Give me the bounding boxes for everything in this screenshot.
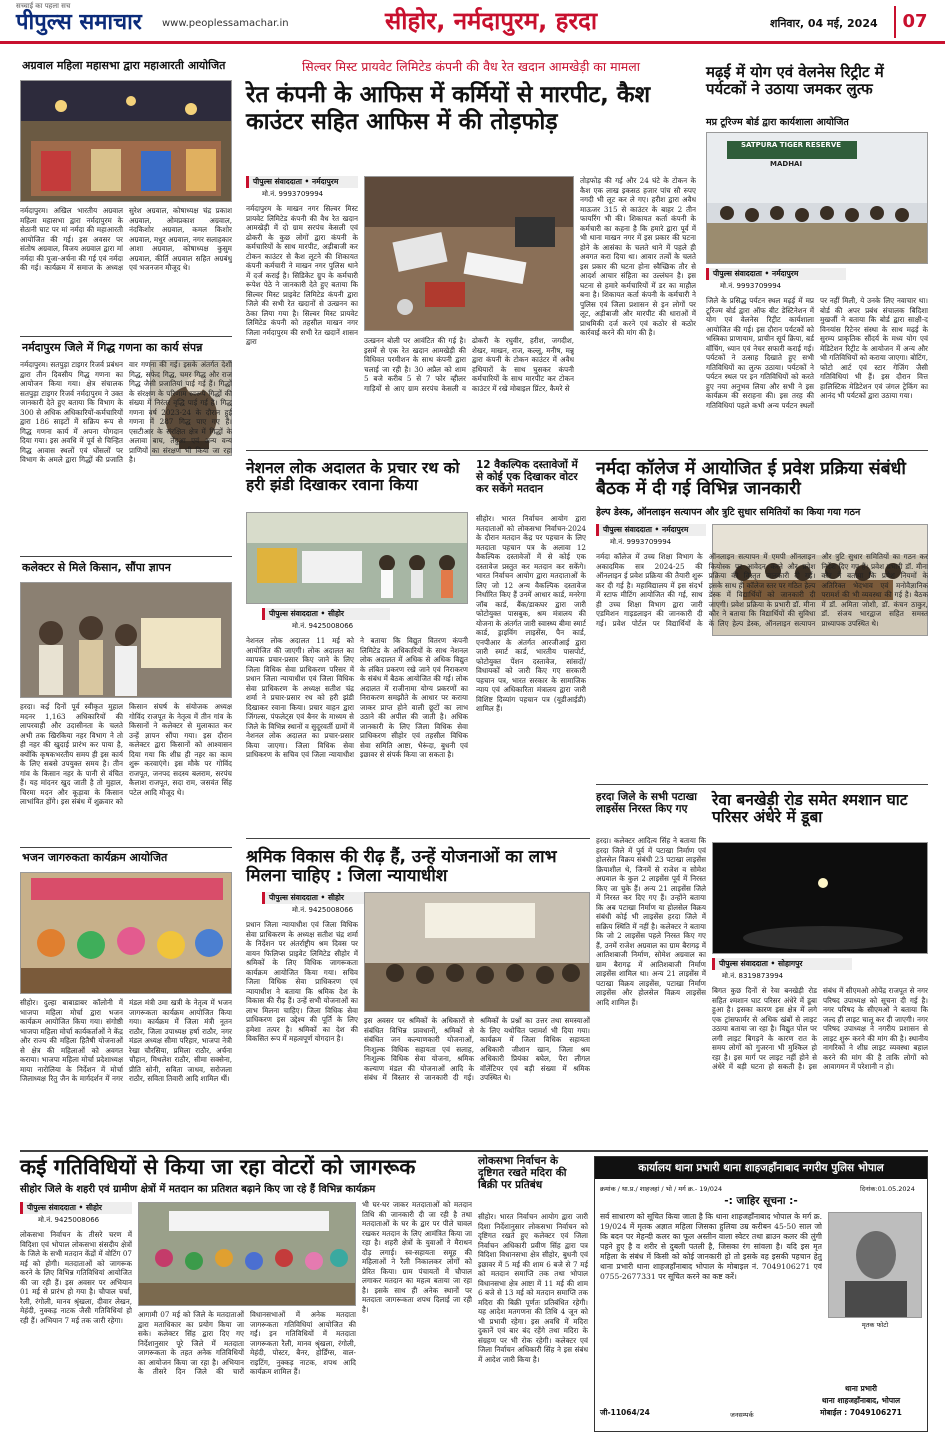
issue-date: शनिवार, 04 मई, 2024 [770, 17, 878, 30]
byline-name: पीपुल्स संवाददाता [269, 609, 318, 618]
judge-byline: पीपुल्स संवाददाता • सीहोर [262, 892, 390, 904]
crematorium-photo-art [713, 843, 928, 954]
divider [20, 556, 232, 557]
divider [20, 336, 232, 337]
crematorium-photo [712, 842, 928, 954]
voting-subheadline: सीहोर जिले के शहरी एवं ग्रामीण क्षेत्रों में मतदान का प्रतिशत बढ़ाने किए जा रहे हैं विभिन्न कार्यक्रम [20, 1184, 376, 1195]
judge-headline[interactable]: श्रमिक विकास की रीढ़ हैं, उन्हें योजनाओं का लाभ मिलना चाहिए : जिला न्यायाधीश [246, 847, 557, 887]
notice-code: जी-11064/24 [600, 1408, 650, 1417]
website-url[interactable]: www.peoplessamachar.in [162, 18, 289, 29]
police-notice-bar: कार्यालय थाना प्रभारी थाना शाहजहाँनाबाद नगरीय पुलिस भोपाल [595, 1157, 927, 1179]
lead-text-col1: नर्मदापुरम के माखन नगर सिल्वर मिस्ट प्रायवेट लिमिटेड कंपनी की वैध रेत खदान आमखेड़ी में दो ग्राम सरपंच केसली एवं ढोकरी के कुछ लोगों द्वारा कंपनी के कर्मचारियों के साथ मारपीट, अड़ीबाजी कर टोकन काउंटर से कैश लूटने की शिकायत कंपनी कर्मचारी ने माखन नगर पुलिस थाने में दर्ज कराई है। सिडिकेट ग्रुप के कर्मचारी रूपेश पेठे ने जानकारी देते हुए बताया कि सिल्वर मिस्ट प्राइवेट लिमिटेड कंपनी द्वारा जिले की सभी रेत खदानों से उत्खनन का ठेका लिया गया है। सिल्वर मिस्ट प्रायवेट लिमिटेड कंपनी को तहसील माखन नगर जिला नर्मदापुरम की सभी रेत खदानें शासन द्वारा [246, 204, 358, 346]
lead-byline: पीपुल्स संवाददाता • नर्मदापुरम [246, 176, 358, 188]
newspaper-logo[interactable]: पीपुल्स समाचार [16, 10, 142, 35]
rally-text: नेशनल लोक अदालत 11 मई को आयोजित की जाएगी। लोक अदालत का व्यापक प्रचार-प्रसार किए जाने के लिए जिला विधिक सेवा प्राधिकरण परिसर में प्रधान जिला न्यायाधीश एवं जिला विधिक सेवा प्राधिकरण के अध्यक्ष सतीश चंद्र शर्मा ने प्रचार-प्रसार रथ को हरी झंडी दिखाकर रवाना किया। प्रचार वाहन द्वारा जिंगल्स, पंफलेट्स एवं बैनर के माध्यम से जिले के विभिन्न स्थानों व सुदूरवर्ती ग्रामों में नेशनल लोक अदालत का प्रचार-प्रसार किया जाएगा। जिला विधिक सेवा प्राधिकरण के सचिव एवं जिला न्यायाधीश ने बताया कि विद्युत वितरण कंपनी लिमिटेड के अधिकारियों के साथ नेशनल लोक अदालत में अधिक से अधिक विद्युत के लंबित प्रकरण रखे जाने एवं निराकरण के संबंध में बैठक आयोजित की गई। लोक अदालत में राजीनामा योग्य प्रकरणों का निराकरण समझौते के आधार पर कराया जाकर प्राप्त होने वाली छूटों का लाभ उठाने की अपील की जाती है। अधिक जानकारी के लिए जिला विधिक सेवा प्राधिकरण सीहोर एवं तहसील विधिक सेवा समिति आष्टा, भैरूंदा, बुधनी एवं इछावर से संपर्क किया जा सकता है। [246, 636, 468, 759]
lead-kicker: सिल्वर मिस्ट प्रायवेट लिमिटेड कंपनी की वैध रेत खदान आमखेड़ी का मामला [302, 59, 640, 74]
mahaarti-photo [20, 80, 232, 202]
tourism-photo-art [707, 133, 928, 264]
college-byline: पीपुल्स संवाददाता • नर्मदापुरम [596, 524, 706, 536]
bhajan-photo [20, 872, 232, 994]
tourism-text: जिले के प्रसिद्ध पर्यटन स्थल मढ़ई में मप्र टूरिज्म बोर्ड द्वारा ऑफ बीट डेस्टिनेशन में योग एवं वेलनेस रिट्रीट कार्यशाला आयोजित की गई। इस दौरान पर्यटकों को भस्त्रिका प्राणायाम, प्राचीन सूर्य क्रिया, बर्ड वॉचिंग, ध्यान एवं नेचर सफारी कराई गई। पर्यटकों ने उत्साह दिखाते हुए सभी गतिविधियों का लुत्फ उठाया। पर्यटकों ने पर्यटन स्थल पर इन गतिविधियों को करते हुए नया अनुभव लिया और सभी ने इस कार्यक्रम की सराहना की। इस तरह की गतिविधियां पहले कभी अन्य पर्यटन स्थलों पर नहीं मिली, ये उनके लिए नवाचार था। बोर्ड की अपर प्रबंध संचालक बिदिशा मुखर्जी ने बताया कि बोर्ड द्वारा साक्षी-द विनयांस रिटेनर संस्था के साथ मढ़ई के सुरम्य प्राकृतिक सौंदर्य के मध्य योग एवं मेडिटेशन रिट्रीट के आयोजन में अन्य और भी गतिविधियों को कराया जाएगा। बोटिंग, फोटो आर्ट एवं स्टार गेजिंग जैसी गतिविधियां भी हैं। इस दौरान वित्त हालिस्टिक मेडिटेशन एवं जंगल ट्रेकिंग का आनंद भी पर्यटकों द्वारा उठाया गया। [706, 296, 928, 410]
college-headline[interactable]: नर्मदा कॉलेज में आयोजित ई प्रवेश प्रक्रिया संबंधी बैठक में दी गई विभिन्न जानकारी [596, 459, 906, 499]
notice-officer-station: थाना शाहजहाँनाबाद, भोपाल [821, 1396, 901, 1405]
deceased-caption: मृतक फोटो [861, 1321, 889, 1329]
tourism-mobile: मो.नं. 9993709994 [720, 282, 782, 290]
mahaarti-photo-art [21, 81, 232, 202]
crematorium-byline: पीपुल्स संवाददाता • सोहागपुर [712, 958, 852, 970]
byline-place: सीहोर [327, 609, 344, 618]
masthead-tagline: सच्चाई का पहला सच [16, 2, 71, 10]
tourism-sign: SATPURA TIGER RESERVE [740, 141, 842, 149]
notice-ref: क्रमांक / था.प्र./ शाहजहां / भो / मर्ग क्र.- 19/024 [600, 1185, 723, 1193]
byline-place: नर्मदापुरम [661, 525, 689, 534]
judge-text-col1: प्रधान जिला न्यायाधीश एवं जिला विधिक सेवा प्राधिकरण के अध्यक्ष सतीश चंद्र शर्मा के निर्देशन पर अंतर्राष्ट्रीय श्रम दिवस पर वायन फिलिप्स प्राइवेट लिमिटेड सीहोर में श्रमिकों के लिए विधिक जागरूकता कार्यक्रम आयोजित किया गया। सचिव जिला विधिक सेवा प्राधिकरण एवं न्यायाधीश ने बताया कि श्रमिक देश के विकास की रीढ़ हैं। उन्हें सभी योजनाओं का लाभ मिलना चाहिए। जिला विधिक सेवा प्राधिकरण इस उद्देश्य की पूर्ति के लिए हमेशा तत्पर है। श्रमिकों का देश की विकसित रूप में महत्वपूर्ण योगदान है। [246, 920, 358, 1043]
notice-title: -: जाहिर सूचना :- [724, 1195, 798, 1207]
vulture-text: नर्मदापुरम। सतपुड़ा टाइगर रिजर्व प्रबंधन द्वारा तीन दिवसीय गिद्ध गणना का आयोजन किया गया। क्षेत्र संचालक सतपुड़ा टाइगर रिजर्व नर्मदापुरम ने उक्त जानकारी देते हुए बताया कि विभाग के 300 से अधिक अधिकारियों-कर्मचारियों द्वारा 186 साइटों में सक्रिय रूप से गिद्ध गणना कार्य में अपना योगदान दिया गया। इस अवधि में पूर्व से चिन्हित गिद्ध आवास स्थलों एवं घोंसलों पर विभाग के अमले द्वारा गिद्धों की प्रजाति वार गणना की गई। इसके अंतर्गत देशी गिद्ध, सफेद गिद्ध, चमर गिद्ध और राज गिद्ध जैसी प्रजातियां पाई गई हैं। गिद्धों के संरक्षण के परिणाम स्वरूप गिद्धों की संख्या में निरंतर वृद्धि पाई गई है। गिद्ध गणना वर्ष 2023-24 के दौरान हुई गणना में 287 गिद्ध पाए गए हैं। एसटीआर के संरक्षित क्षेत्र में गिद्धों के अलावा बाघ, तेंदुआ एवं अन्य वन्य प्राणियों का संरक्षण भी किया जा रहा है। [20, 360, 232, 464]
byline-name: पीपुल्स संवाददाता [253, 177, 302, 186]
byline-name: पीपुल्स संवाददाता [27, 1203, 76, 1212]
farmers-photo [20, 582, 232, 698]
byline-place: नर्मदापुरम [311, 177, 339, 186]
divider [596, 784, 928, 785]
bhajan-headline[interactable]: भजन जागरुकता कार्यक्रम आयोजित [22, 851, 168, 864]
tourism-byline: पीपुल्स संवाददाता • नर्मदापुरम [706, 268, 846, 280]
voting-byline: पीपुल्स संवाददाता • सीहोर [20, 1202, 132, 1214]
section-title: सीहोर, नर्मदापुरम, हरदा [385, 7, 598, 35]
lead-text-col2: उत्खनन बोली पर आवंटित की गई है। इसमें से एक रेत खदान आमखेड़ी की विधिवत परमीशन के साथ कंपनी द्वारा चलाई जा रही है। 30 अप्रैल को शाम 5 बजे करीब 5 से 7 फोर व्हीलर गाड़ियों से आए ग्राम सरपंच केसली व ढोकरी के रघुवीर, हरीश, जगदीश, शेखर, माखन, राज, कल्लू, मनीष, मन्नू द्वारा कंपनी के टोकन काउंटर में अवैध हथियारों के साथ घुसकर कंपनी कर्मचारियों के साथ मारपीट कर टोकन काउंटर में रखे मोबाइल प्रिंटर, कैमरे से [364, 336, 574, 393]
rally-mobile: मो.नं. 9425008066 [292, 622, 354, 630]
agarwal-text: नर्मदापुरम। अखिल भारतीय अग्रवाल महिला महासभा द्वारा नर्मदापुरम के सेठानी घाट पर मां नर्मदा की महाआरती आयोजित की गई। इस अवसर पर संतोष अग्रवाल, विजय अग्रवाल द्वारा मां नर्मदा की पूजा-अर्चना की गई एवं नर्मदा की गई। कार्यक्रम में समाज के अध्यक्ष सुरेश अग्रवाल, कोषाध्यक्ष चंद्र प्रकाश अग्रवाल, ओमप्रकाश अग्रवाल, नंदकिशोर अग्रवाल, कमल किशोर अग्रवाल, मधुर अग्रवाल, नगर सलाहकार आशा अग्रवाल, कोषाध्यक्ष कुसुम अग्रवाल, कीर्ति अग्रवाल सहित अग्रबंधु एवं भजनजन मौजूद थे। [20, 206, 232, 272]
lead-text-col3: तोड़फोड़ की गई और 24 घंटे के टोकन के कैश एक लाख इकसठ हजार पांच सौ रुपए नगदी भी लूट कर ले गए। हरीश द्वारा अवैध माऊजर 315 से काउंटर के बाहर 2 तीन फायरिंग भी की। शिकायत कर्ता कंपनी के कर्मचारी का कहना है कि हमारे द्वारा पूर्व में भी थाना माखन नगर में इस प्रकार की घटना होने के आसंका के चलते थाने में पहले ही अवगत करा दिया था। आवार तत्वों के चलते इस प्रकार की घटना होना स्वैच्छिक तौर से आदर्श आचार संहिता का उल्लंघन है। इस घटना से हमारे कर्मचारियों में डर का माहौल बना है। शिकायत कर्ता कंपनी के कर्मचारी ने पुलिस एवं जिला प्रशासन से इन लोगों पर लूट, अड़ीबाजी और मारपीट की धाराओं में प्राथमिकी दर्ज करने एवं कठोर से कठोर कार्रवाई करने की मांग की है। [580, 176, 696, 337]
college-subheadline: हेल्प डेस्क, ऑनलाइन सत्यापन और त्रुटि सुधार समितियों का किया गया गठन [596, 507, 861, 518]
tourism-subheadline: मप्र टूरिज्म बोर्ड द्वारा कार्यशाला आयोजित [706, 117, 849, 128]
judge-photo [364, 892, 590, 1012]
license-text: हरदा। कलेक्टर आदित्य सिंह ने बताया कि हरदा जिले में पूर्व में पटाखा निर्माण एवं होलसेल विक्रय संबंधी 23 पटाखा लाइसेंस क्रियाशील थे, जिनमें से राजेश व सोमेश अग्रवाल के कुल 2 लाइसेंस पूर्व में निरस्त किए जा चुके हैं। अन्य 21 लाइसेंस जिले में निरस्त कर दिए गए हैं। उन्होंने बताया कि अब पटाखा निर्माण या होलसेल विक्रय संबंधी कोई भी लाइसेंस हरदा जिले में सक्रिय स्थिति में नहीं है। कलेक्टर ने बताया कि जो 2 लाइसेंस पहले निरस्त किए गए हैं, उनमें राजेश अग्रवाल का ग्राम बैरागढ़ में आतिशबाजी निर्माण, सोमेश अग्रवाल का ग्राम बैरागढ़ में आतिशबाजी निर्माण लाइसेंस शामिल था। अन्य 21 लाइसेंस में पटाखा विक्रय लाइसेंस, पटाखा निर्माण लाइसेंस और होलसेल विक्रय लाइसेंस आदि शामिल हैं। [596, 836, 706, 1007]
voting-headline[interactable]: कई गतिविधियों से किया जा रहा वोटरों को जागरूक [20, 1155, 416, 1179]
voting-mobile: मो.नं. 9425008066 [38, 1216, 100, 1224]
byline-name: पीपुल्स संवाददाता [713, 269, 762, 278]
deceased-photo [828, 1212, 922, 1318]
voter-docs-headline[interactable]: 12 वैकल्पिक दस्तावेजों में से कोई एक दिखाकर वोटर कर सकेंगे मतदान [476, 459, 578, 495]
divider [20, 847, 232, 848]
voting-text-col3: भी घर-घर जाकर मतदाताओं को मतदान तिथि की जानकारी दी जा रही है तथा मतदाताओं के घर के द्वार पर पीले चावल रखकर मतदान के लिए आमंत्रित किया जा रहा है। शहरी क्षेत्रों के युवाओं ने मैराथन दौड़ लगाई। स्व-सहायता समूह की महिलाओं ने रैली निकालकर लोगों को प्रेरित किया। ग्राम पंचायतों में चौपाल लगाकर मतदान का महत्व बताया जा रहा है। इसके साथ ही अनेक स्थानों पर मतदाता जागरूकता शपथ दिलाई जा रही है। [362, 1200, 472, 1314]
college-mobile: मो.नं. 9993709994 [610, 538, 672, 546]
tourism-photo [706, 132, 928, 264]
crematorium-headline[interactable]: रेवा बनखेड़ी रोड समेत श्मशान घाट परिसर अंधेरे में डूबा [712, 791, 908, 827]
farmers-photo-art [21, 583, 232, 698]
notice-officer: थाना प्रभारी [845, 1384, 877, 1393]
agarwal-headline[interactable]: अग्रवाल महिला महासभा द्वारा महाआरती आयोजित [22, 59, 226, 72]
notice-text: सर्व साधारण को सूचित किया जाता है कि थाना शाहजहाँनाबाद भोपाल के मर्ग क्र. 19/024 में मृतक अज्ञात महिला जिसका हुलिया उम्र करीबन 45-50 साल जो कि बदन पर मेहन्दी कलर का फूल अस्तीन वाला स्वेटर तथा ब्राउन कलर की लुंगी पहने हुए है व शरीर से दुबली पतली है, जिसका रंग सांवला है। यदि इस मृत महिला के संबंध में किसी को कोई जानकारी हो तो इसके वह इसकी पहचान हेतु थाना प्रभारी थाना शाहजहाँनाबाद भोपाल के मोबाइल नं. 7049106271 एवं 0755-2677331 पर सूचित करने का कष्ट करें। [600, 1212, 822, 1282]
byline-name: पीपुल्स संवाददाता [603, 525, 652, 534]
voting-photo-art [139, 1203, 356, 1306]
byline-name: पीपुल्स संवाददाता [719, 959, 768, 968]
lead-headline[interactable]: रेत कंपनी के आफिस में कर्मियों से मारपीट, कैश काउंटर सहित आफिस में की तोड़फोड़ [246, 82, 651, 136]
rally-photo-art [247, 513, 468, 604]
voting-text-col2: आगामी 07 मई को जिले के मतदाताओं द्वारा मताधिकार का प्रयोग किया जा सके। कलेक्टर सिंह द्वारा दिए गए निर्देशानुसार पूरे जिले में मतदाता जागरूकता के तहत अनेक गतिविधियों का आयोजन किया जा रहा है। अभियान के तीसरे दिन जिले की चारों विधानसभाओं में अनेक मतदाता जागरूकता गतिविधियां आयोजित की गईं। इन गतिविधियों में मतदाता जागरूकता रैली, मानव श्रृंखला, रंगोली, मेहंदी, पोस्टर, बैनर, होर्डिंग्स, वाल-राइटिंग, नुक्कड़ नाटक, शपथ आदि कार्यक्रम शामिल हैं। [138, 1310, 356, 1376]
farmers-headline[interactable]: कलेक्टर से मिले किसान, सौंपा ज्ञापन [22, 561, 171, 574]
divider [246, 838, 590, 839]
notice-officer-mobile: मोबाईल : 7049106271 [820, 1408, 902, 1417]
page-number: 07 [894, 6, 934, 38]
office-damage-photo [364, 176, 574, 331]
divider [596, 450, 928, 451]
byline-place: नर्मदापुरम [771, 269, 799, 278]
voter-docs-text: सीहोर। भारत निर्वाचन आयोग द्वारा मतदाताओं को लोकसभा निर्वाचन-2024 के दौरान मतदान केंद्र पर पहचान के लिए मतदाता पहचान पत्र के अलावा 12 वैकल्पिक दस्तावेजों में से कोई एक दस्तावेज प्रस्तुत कर मतदान कर सकेंगे। भारत निर्वाचन आयोग द्वारा मतदाताओं के लिए जो 12 अन्य वैकल्पिक दस्तावेज निर्धारित किए हैं उनमें आधार कार्ड, मनरेगा जॉब कार्ड, बैंक/डाकघर द्वारा जारी फोटोयुक्त पासबुक, श्रम मंत्रालय की योजना के अंतर्गत जारी स्वास्थ्य बीमा स्मार्ट कार्ड, ड्राइविंग लाइसेंस, पैन कार्ड, एनपीआर के अंतर्गत आरजीआई द्वारा जारी स्मार्ट कार्ड, भारतीय पासपोर्ट, फोटोयुक्त पेंशन दस्तावेज, सांसदों/विधायकों को जारी किए गए सरकारी पहचान पत्र, भारत सरकार के सामाजिक न्याय एवं अधिकारिता मंत्रालय द्वारा जारी विशिष्ट दिव्यांग पहचान पत्र (यूडीआईडी) शामिल हैं। [476, 514, 586, 713]
bhajan-photo-art [21, 873, 232, 994]
byline-place: सीहोर [327, 893, 344, 902]
vulture-headline[interactable]: नर्मदापुरम जिले में गिद्ध गणना का कार्य संपन्न [22, 341, 203, 354]
license-headline[interactable]: हरदा जिले के सभी पटाखा लाइसेंस निरस्त किए गए [596, 791, 697, 815]
liquor-text: सीहोर। भारत निर्वाचन आयोग द्वारा जारी दिशा निर्देशानुसार लोकसभा निर्वाचन को दृष्टिगत रखते हुए कलेक्टर एवं जिला निर्वाचन अधिकारी प्रवीण सिंह द्वारा पत्र विदिशा विधानसभा क्षेत्र सीहोर, बुधनी एवं इछावर में 5 मई की शाम 6 बजे से 7 मई को मतदान समाप्ति तक तथा भोपाल विधानसभा क्षेत्र आष्टा में 11 मई की शाम 6 बजे से 13 मई को मतदान समाप्ति तक मदिरा की बिक्री पूर्णतः प्रतिबंधित रहेगी। यह आदेश मतगणना की तिथि 4 जून को भी प्रभावी रहेगा। इस अवधि में मदिरा दुकानें एवं बार बंद रहेंगे तथा मदिरा के संग्रहण पर भी रोक रहेगी। कलेक्टर एवं जिला निर्वाचन अधिकारी सिंह ने इस संबंध में आदेश जारी किया है। [478, 1212, 588, 1364]
divider [20, 1150, 928, 1152]
rally-byline: पीपुल्स संवाददाता • सीहोर [262, 608, 390, 620]
voting-photo [138, 1202, 356, 1306]
farmers-text: हरदा। कई दिनों पूर्व स्वीकृत मुहाल मदनर 1,163 अधिकारियों की लापरवाही और उदासीनता के चलते अभी तक खिरकिया नहर विभाग ने तो ही नहर की खुदाई प्रारंभ कर पाया है, क्योंकि कृषकभरतीय समय ही इस कार्य के लिए सबसे उपयुक्त समय है। तीन गांव के किसान नहर के पानी से वंचित हैं। यह मांदनर खुद जाती है तो मुहाल, चिरमा मदन और कूड़ावा के किसान लाभांवित होंगे। इस संबंध में शुक्रवार को किसान संघर्ष के संयोजक अध्यक्ष गोविंद राजपूत के नेतृत्व में तीन गांव के किसानों ने कलेक्टर से मुलाकात कर उन्हें ज्ञापन सौंपा गया। इस दौरान कलेक्टर द्वारा किसानों को आश्वासन दिया गया कि शीघ्र ही नहर का काम शुरू करवाएंगे। इस मौके पर गोविंद राजपूत, जनपद सदस्य बलराम, सरपंच कैलाश राजपूत, सदा राम, जसवंत सिंह पटेल आदि मौजूद थे। [20, 702, 232, 806]
bhajan-text: सीहोर। दुल्हा बाबाडाबर कॉलोनी में भाजपा महिला मोर्चा द्वारा भजन कार्यक्रम आयोजित किया गया। संगोष्ठी भाजपा महिला मोर्चा कार्यकर्ताओं ने केंद्र और राज्य की महिला हितैषी योजनाओं से क्षेत्र की महिलाओं को अवगत कराया। भाजपा महिला मोर्चा प्रदेशाध्यक्ष माया नारोलिया के निर्देशन में मोर्चा जिलाध्यक्ष रितु जैन के मार्गदर्शन में नगर मंडल मंत्री उमा खत्री के नेतृत्व में भजन जागरूकता कार्यक्रम आयोजित किया गया। कार्यक्रम में जिला मंत्री नूतन राठौर, जिला उपाध्यक्ष हर्षा राठौर, नगर मंडल अध्यक्ष सीमा परिहार, भाजपा नेत्री रेखा चौरसिया, प्रमिला राठौर, अर्चना चौहान, मिथलेश राठौर, सीमा सक्सेना, प्रीति सोनी, सविता जाधव, सरोजला राठौर, सविता तिवारी आदि शामिल थीं। [20, 998, 232, 1083]
judge-photo-art [365, 893, 590, 1012]
office-damage-photo-art [365, 177, 574, 331]
voting-text-col1: लोकसभा निर्वाचन के तीसरे चरण में विदिशा एवं भोपाल लोकसभा संसदीय क्षेत्रों के जिले के सभी मतदान केंद्रों में वोटिंग 07 मई को होगी। मतदाताओं को जागरूक करने के लिए विभिन्न गतिविधियां आयोजित की जा रही हैं। इस अवसर पर अभियान 01 मई से प्रारंभ हो गया है। चौपाल चर्चा, रैली, रंगोली, मानव श्रृंखला, दीवार लेखन, मेहंदी, नुक्कड़ नाटक जैसी गतिविधियां हो रही हैं। अभियान 7 मई तक जारी रहेगा। [20, 1230, 132, 1325]
notice-jansampark: जनसम्पर्क [730, 1411, 754, 1419]
crematorium-mobile: मो.नं. 8319873994 [722, 972, 784, 980]
judge-mobile: मो.नं. 9425008066 [292, 906, 354, 914]
rally-photo [246, 512, 468, 604]
tourism-sign-madhai: MADHAI [770, 160, 803, 168]
byline-name: पीपुल्स संवाददाता [269, 893, 318, 902]
deceased-photo-art [829, 1213, 922, 1318]
college-text: नर्मदा कॉलेज में उच्च शिक्षा विभाग के अकादमिक सत्र 2024-25 की ऑनलाइन ई प्रवेश प्रक्रिया की तैयारी शुरू कर दी गई है। महाविद्यालय में इस संदर्भ में स्टाफ मीटिंग आयोजित की गई, साथ ही उच्च शिक्षा विभाग द्वारा जारी एडमिशन गाइडलाइन की जानकारी दी गई। प्रवेश पोर्टल पर विद्यार्थियों के ऑनलाइन सत्यापन में एमपी ऑनलाइन कियोस्क पर आवेदन करने और प्रवेश प्रक्रिया की विस्तृत जानकारी दी गई। इसके साथ ही कॉलेज स्तर पर गठित हेल्प डेस्क में विद्यार्थियों को जानकारी दी जाएगी। प्रवेश प्रक्रिया के प्रभारी डॉ. मीना कौर ने बताया कि विद्यार्थियों की सुविधा के लिए हेल्प डेस्क, ऑनलाइन सत्यापन और त्रुटि सुधार समितियों का गठन कर निर्देश दिए गए हैं। प्रवेश प्रभारी डॉ. मीना कौर ने बताया कि प्रवेश नियमों के अतिरिक्त भेदभाव एवं मनोवैज्ञानिक परामर्श की भी व्यवस्था की गई है। बैठक में डॉ. अमिता जोशी, डॉ. कंचन ठाकुर, डॉ. संजय भारद्वाज सहित समस्त प्राध्यापक उपस्थित थे। [596, 552, 928, 628]
liquor-headline[interactable]: लोकसभा निर्वाचन के दृष्टिगत रखते मदिरा की बिक्री पर प्रतिबंध [478, 1155, 567, 1191]
byline-place: सोहागपुर [777, 959, 803, 968]
crematorium-text: बिगत कुछ दिनों से रेवा बनखेड़ी रोड सहित श्मशान घाट परिसर अंधेरे में डूबा हुआ है। इसका कारण इस क्षेत्र में लगे एक ट्रांसफार्मर से अधिक खंबों से लाइट उठाया बताया जा रहा है। विद्युत पोल पर लगी लाइट बिगड़ने के कारण रात के समय लोगों को गुजरना भी मुश्किल हो रहा है। इस मार्ग पर लाइट नहीं होने से अंधेरे में बड़ी घटना हो सकती है। इस संबंध में सीएमओ ओपेंद्र राजपूत से नगर परिषद उपाध्यक्ष को सूचना दी गई है। नगर परिषद के सीएमओ ने बताया कि जल्द ही लाइट चालू कर दी जाएगी। नगर परिषद उपाध्यक्ष ने नगरीय प्रशासन से लाइट शुरू करने की मांग की है। स्थानीय नागरिकों ने शीघ्र लाइट व्यवस्था बहाल करने की मांग की है ताकि लोगों को आवागमन में परेशानी न हो। [712, 986, 928, 1071]
notice-date: दिनांक:01.05.2024 [860, 1185, 915, 1193]
judge-text-col2: इस अवसर पर श्रमिकों के अधिकारों से संबंधित विभिन्न प्रावधानों, श्रमिकों से संबंधित जन कल्याणकारी योजनाओं, निःशुल्क विधिक सहायता एवं सलाह, निःशुल्क विधिक सेवा योजना, श्रमिक कल्याण मंडल की योजनाओं आदि के संबंध में विस्तार से जानकारी दी गई। श्रमिकों के प्रश्नों का उत्तर तथा समस्याओं के लिए यथोचित परामर्श भी दिया गया। कार्यक्रम में जिला विधिक सहायता अधिकारी जीशान खान, जिला श्रम अधिकारी प्रियंका बघेल, पैरा लीगल वॉलेंटियर एवं बड़ी संख्या में श्रमिक उपस्थित थे। [364, 1016, 590, 1082]
lead-mobile: मो.नं. 9993709994 [262, 190, 324, 198]
byline-place: सीहोर [85, 1203, 102, 1212]
tourism-headline[interactable]: मढ़ई में योग एवं वेलनेस रिट्रीट में पर्यटकों ने उठाया जमकर लुत्फ [706, 63, 884, 98]
rally-headline[interactable]: नेशनल लोक अदालत के प्रचार रथ को हरी झंडी दिखाकर रवाना किया [246, 459, 460, 495]
